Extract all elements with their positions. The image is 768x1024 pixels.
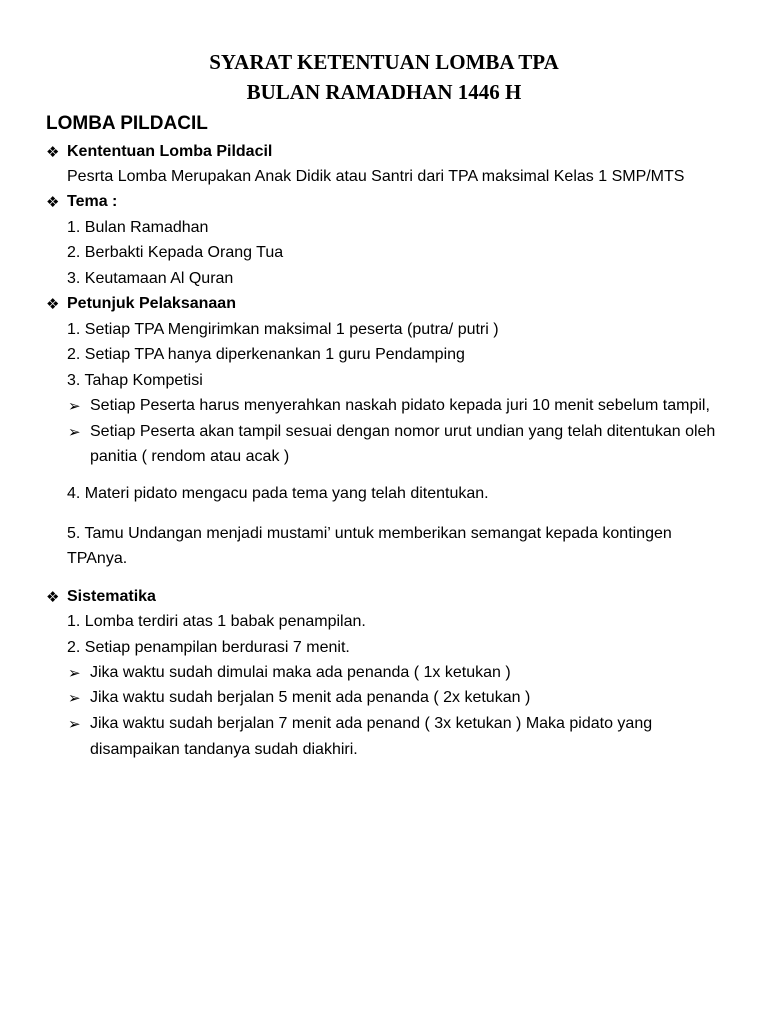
list-item: 3. Tahap Kompetisi [67,372,203,389]
list-item: Jika waktu sudah dimulai maka ada penanda ( 1x ketukan ) [90,664,511,681]
diamond-bullet-icon: ❖ [46,143,60,161]
diamond-bullet-icon: ❖ [46,193,60,211]
diamond-bullet-icon: ❖ [46,295,60,313]
arrowhead-bullet-icon: ➢ [68,423,81,441]
list-item-continuation: TPAnya. [67,550,128,567]
document-title-line-1: SYARAT KETENTUAN LOMBA TPA [209,50,559,74]
diamond-bullet-icon: ❖ [46,588,60,606]
list-item: Jika waktu sudah berjalan 5 menit ada penanda ( 2x ketukan ) [90,689,531,706]
list-item: 4. Materi pidato mengacu pada tema yang telah ditentukan. [67,485,489,502]
arrowhead-bullet-icon: ➢ [68,715,81,733]
list-item-continuation: disampaikan tandanya sudah diakhiri. [90,741,358,758]
list-item: 2. Setiap penampilan berdurasi 7 menit. [67,639,350,656]
list-item: 1. Bulan Ramadhan [67,219,209,236]
tema-heading: Tema : [67,193,118,210]
list-item: 2. Setiap TPA hanya diperkenankan 1 guru Pendamping [67,346,465,363]
list-item: Jika waktu sudah berjalan 7 menit ada penand ( 3x ketukan ) Maka pidato yang [90,715,653,732]
list-item: 1. Setiap TPA Mengirimkan maksimal 1 peserta (putra/ putri ) [67,321,499,338]
petunjuk-heading: Petunjuk Pelaksanaan [67,295,236,312]
list-item: 1. Lomba terdiri atas 1 babak penampilan. [67,613,366,630]
list-item-continuation: panitia ( rendom atau acak ) [90,448,290,465]
list-item: 3. Keutamaan Al Quran [67,270,234,287]
arrowhead-bullet-icon: ➢ [68,664,81,682]
ketentuan-heading: Kententuan Lomba Pildacil [67,143,273,160]
sistematika-heading: Sistematika [67,588,156,605]
list-item: Setiap Peserta harus menyerahkan naskah pidato kepada juri 10 menit sebelum tampil, [90,397,710,414]
ketentuan-text: Pesrta Lomba Merupakan Anak Didik atau Santri dari TPA maksimal Kelas 1 SMP/MTS [67,168,685,185]
list-item: 5. Tamu Undangan menjadi mustami’ untuk memberikan semangat kepada kontingen [67,525,672,542]
list-item: 2. Berbakti Kepada Orang Tua [67,244,284,261]
arrowhead-bullet-icon: ➢ [68,397,81,415]
list-item: Setiap Peserta akan tampil sesuai dengan nomor urut undian yang telah ditentukan oleh [90,423,716,440]
document-title-line-2: BULAN RAMADHAN 1446 H [246,80,522,104]
arrowhead-bullet-icon: ➢ [68,689,81,707]
section-title: LOMBA PILDACIL [46,113,208,134]
